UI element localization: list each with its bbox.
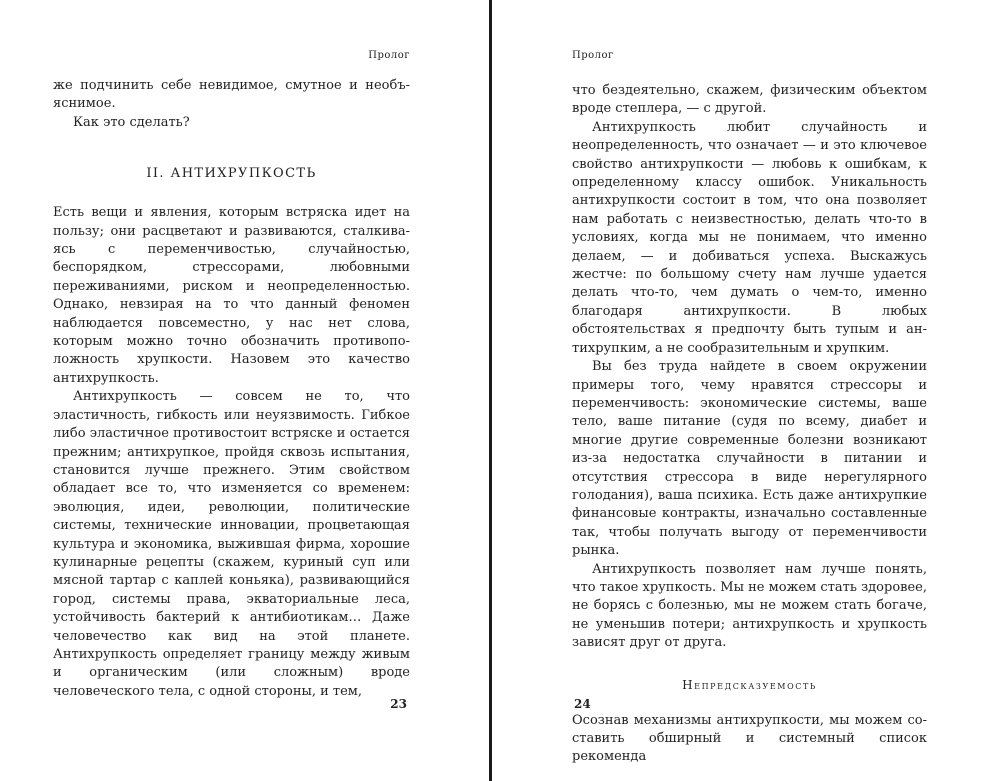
running-head: Пролог [572, 50, 614, 61]
paragraph: Вы без труда найдете в своем окружении примеры того, чему нравятся стрессоры и переменчивость: экономические системы, ваше тело, ваше питание (судя по всему, диабет и многие другие современные болезни возникают из-за недостатка случайности в питании и отсутствия стрессора в виде нерегулярного голодания), ваша психика. Есть даже антихрупкие финансовые контракты, изначально составленные так, чтобы получать выгоду от переменчивости рынка. [572, 359, 927, 559]
paragraph: Есть вещи и явления, которым встряска идет на пользу; они расцветают и развиваются, сталкиваясь с переменчивостью, случайностью, беспорядком, стрессорами, любовными переживаниями, риском и неопределенностью. Однако, невзирая на то что данный феномен наблюдается повсеместно, у нас нет слова, которым можно точно обозначить противоположность хрупкости. Назовем это качество антихрупкость. [53, 205, 410, 386]
paragraph: Антихрупкость позволяет нам лучше понять, что такое хрупкость. Мы не можем стать здоровее, не борясь с болезнью, мы не можем стать богаче, не уменьшив потери; антихрупкость и хрупкость зависят друг от друга. [572, 561, 927, 651]
right-page [572, 0, 927, 781]
paragraph: Осознав механизмы антихрупкости, мы можем составить обширный и системный список рекоменда [572, 712, 927, 765]
paragraph: что бездеятельно, скажем, физическим объектом вроде степлера, — с другой. [572, 83, 927, 117]
paragraph: Антихрупкость любит случайность и неопределенность, что означает — и это ключевое свойство антихрупкости — любовь к ошибкам, к определенному классу ошибок. Уникальность антихрупкости состоит в том, что она позволяет нам работать с неизвестностью, делать что-то в условиях, когда мы не понимаем, что именно делаем, — и добиваться успеха. Выскажусь жестче: по большому счету нам лучше удается делать что-то, чем думать о чем-то, именно благодаря антихрупкости. В любых обстоятельствах я предпочту быть тупым и антихрупким, а не сообразительным и хрупким. [572, 119, 927, 356]
running-head: Пролог [368, 50, 410, 61]
left-page-text [53, 77, 410, 701]
right-page-text [572, 82, 927, 767]
page-number: 23 [390, 697, 407, 711]
section-heading: II. АНТИХРУПКОСТЬ [146, 166, 317, 182]
book-spine [489, 0, 492, 781]
paragraph: же подчинить себе невидимое, смутное и необъяснимое. [53, 78, 410, 112]
paragraph: Антихрупкость — совсем не то, что эластичность, гибкость или неуязвимость. Гибкое либо эластичное противостоит встряске и остается прежним; антихрупкое, пройдя сквозь испытания, становится лучше прежнего. Этим свойством обладает все то, что изменяется со временем: эволюция, идеи, революции, политические системы, технические инновации, процветающая культура и экономика, выжившая фирма, хорошие кулинарные рецепты (скажем, куриный суп или мясной тартар с каплей коньяка), развивающийся город, системы права, экваториальные леса, устойчивость бактерий к антибиотикам… Даже человечество как вид на этой планете. Антихрупкость определяет границу между живым и органическим (или сложным) вроде человеческого тела, с одной стороны, и тем, [53, 389, 410, 699]
section-heading: Непредсказуемость [682, 677, 817, 692]
left-page [53, 0, 410, 781]
page-number: 24 [574, 697, 591, 711]
paragraph: Как это сделать? [73, 114, 190, 130]
